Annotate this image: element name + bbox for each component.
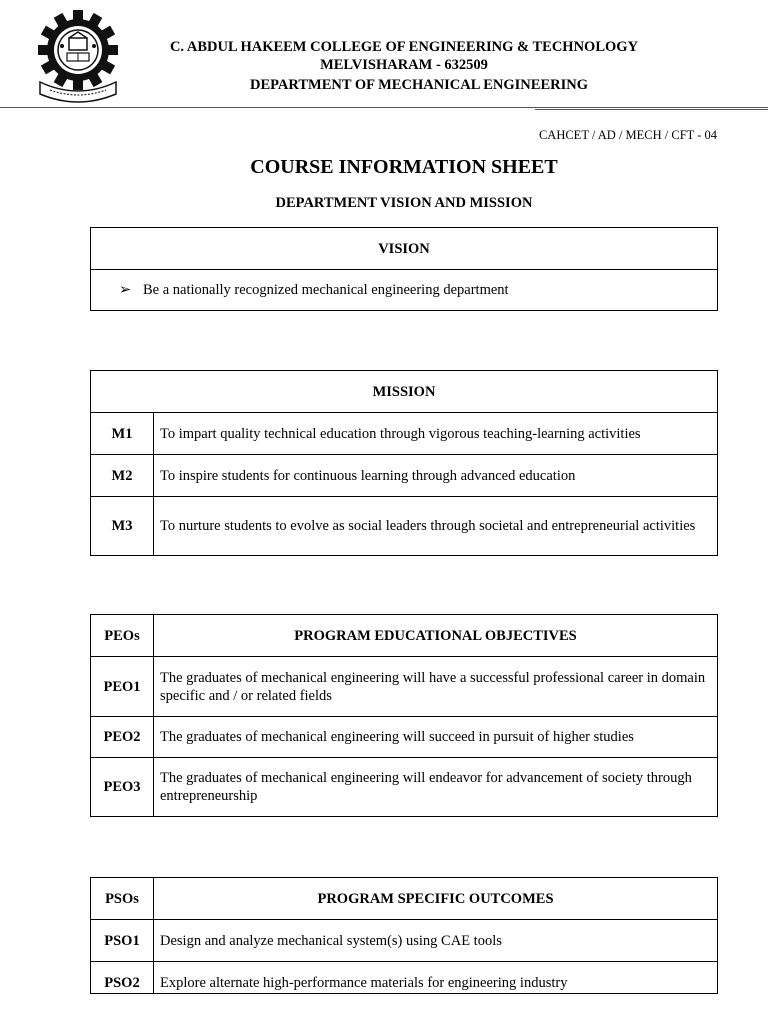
- table-row: [91, 657, 718, 717]
- mission-heading: MISSION: [91, 371, 718, 413]
- mission-code: M2: [91, 455, 154, 497]
- college-logo: [36, 8, 120, 104]
- document-title: COURSE INFORMATION SHEET: [250, 156, 558, 178]
- pso-code-heading: PSOs: [91, 878, 154, 920]
- header-divider: [0, 107, 768, 108]
- document-subtitle: DEPARTMENT VISION AND MISSION: [275, 195, 533, 211]
- document-code: CAHCET / AD / MECH / CFT - 04: [538, 128, 717, 142]
- peo-code: PEO3: [91, 758, 154, 817]
- mission-code: M3: [91, 497, 154, 556]
- mission-text: To inspire students for continuous learning through advanced education: [154, 455, 718, 497]
- table-row: [91, 497, 718, 556]
- pso-text: Design and analyze mechanical system(s) using CAE tools: [154, 920, 718, 962]
- peo-text: The graduates of mechanical engineering will endeavor for advancement of society through entrepreneurship: [154, 758, 718, 817]
- pso-table: [90, 877, 718, 994]
- peo-text: The graduates of mechanical engineering will succeed in pursuit of higher studies: [154, 717, 718, 758]
- mission-code: M1: [91, 413, 154, 455]
- peo-code: PEO1: [91, 657, 154, 717]
- department-name: DEPARTMENT OF MECHANICAL ENGINEERING: [250, 77, 588, 93]
- vision-table: [90, 227, 718, 311]
- table-row: [91, 758, 718, 817]
- peo-code: PEO2: [91, 717, 154, 758]
- table-row: [91, 413, 718, 455]
- peo-code-heading: PEOs: [91, 615, 154, 657]
- arrow-bullet-icon: ➢: [119, 282, 132, 298]
- mission-table: [90, 370, 718, 556]
- pso-code: PSO2: [91, 962, 154, 994]
- header-divider-secondary: [535, 109, 768, 110]
- peo-text: The graduates of mechanical engineering will have a successful professional career in domain specific and / or related fields: [154, 657, 718, 717]
- mission-text: To nurture students to evolve as social leaders through societal and entrepreneurial activities: [154, 497, 718, 556]
- pso-text: Explore alternate high-performance materials for engineering industry: [154, 962, 718, 994]
- vision-text: Be a nationally recognized mechanical engineering department: [143, 282, 509, 298]
- mission-text: To impart quality technical education through vigorous teaching-learning activities: [154, 413, 718, 455]
- vision-item: [91, 270, 718, 311]
- table-row: [91, 717, 718, 758]
- pso-heading: PROGRAM SPECIFIC OUTCOMES: [154, 878, 718, 920]
- table-row: [91, 920, 718, 962]
- college-name: C. ABDUL HAKEEM COLLEGE OF ENGINEERING & TECHNOLOGY: [169, 39, 639, 55]
- peo-heading: PROGRAM EDUCATIONAL OBJECTIVES: [154, 615, 718, 657]
- vision-heading: VISION: [91, 228, 718, 270]
- table-row: [91, 962, 718, 994]
- peo-table: [90, 614, 718, 817]
- pso-code: PSO1: [91, 920, 154, 962]
- table-row: [91, 455, 718, 497]
- college-location: MELVISHARAM - 632509: [320, 57, 488, 73]
